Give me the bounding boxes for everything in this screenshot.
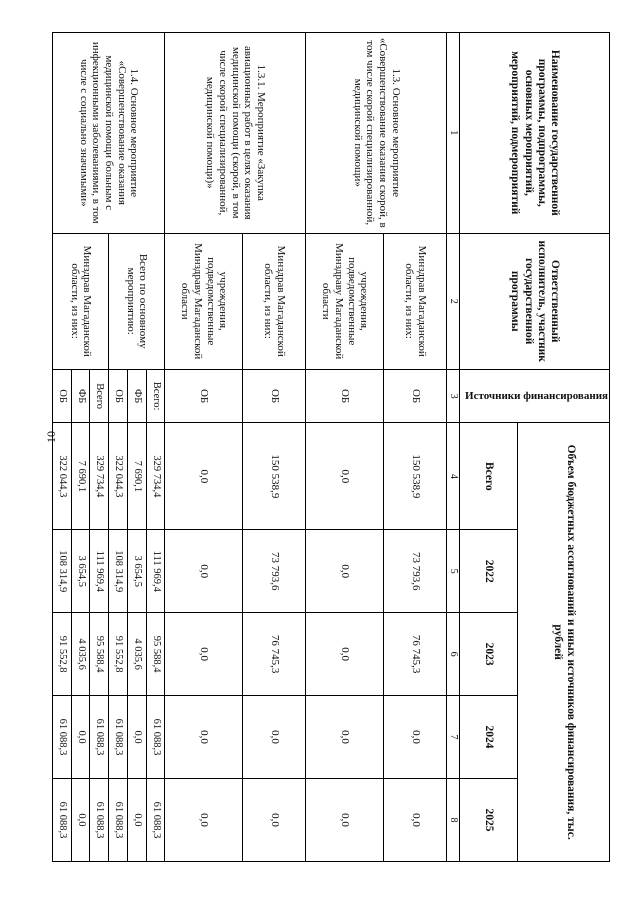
table-row — [384, 33, 447, 862]
value-2024: 61 088,3 — [53, 696, 72, 779]
value-2022: 108 314,9 — [109, 530, 128, 613]
row-executor: Минздрав Магаданской области, из них: — [53, 233, 109, 369]
value-2024: 0,0 — [384, 696, 447, 779]
value-2024: 0,0 — [165, 696, 243, 779]
row-executor: Минздрав Магаданской области, из них: — [243, 233, 306, 369]
value-total: 329 734,4 — [90, 423, 109, 530]
value-total: 7 690,1 — [71, 423, 90, 530]
value-2022: 108 314,9 — [53, 530, 72, 613]
value-2023: 4 035,6 — [71, 613, 90, 696]
value-2022: 0,0 — [306, 530, 384, 613]
row-source: Всего: — [146, 369, 165, 422]
row-name: 1.4. Основное мероприятие «Совершенствование оказания медицинской помощи больным с инфекционными заболеваниями, в том числе с социально значимыми» — [53, 33, 165, 234]
index-cell: 4 — [447, 423, 460, 530]
index-cell: 7 — [447, 696, 460, 779]
value-2024: 0,0 — [243, 696, 306, 779]
value-2025: 61 088,3 — [90, 778, 109, 861]
value-2023: 95 588,4 — [146, 613, 165, 696]
value-total: 150 538,9 — [384, 423, 447, 530]
header-year-2024: 2024 — [460, 696, 518, 779]
value-2023: 76 745,3 — [243, 613, 306, 696]
value-2023: 4 035,6 — [127, 613, 146, 696]
header-volume-group: Объем бюджетных ассигнований и иных источников финансирования, тыс. рублей — [518, 423, 610, 862]
row-source: ФБ — [71, 369, 90, 422]
value-2022: 111 969,4 — [90, 530, 109, 613]
value-2024: 0,0 — [71, 696, 90, 779]
header-name: Наименование государственной программы, подпрограммы, основных мероприятий, мероприятий, подмероприятий — [460, 33, 610, 234]
row-name: 1.3.1. Мероприятие «Закупка авиационных работ в целях оказания медицинской помощи (скорой, в том числе скорой специализированной, медицинской помощи)» — [165, 33, 306, 234]
value-2025: 0,0 — [127, 778, 146, 861]
row-source: ОБ — [165, 369, 243, 422]
index-row — [447, 33, 460, 862]
index-cell: 1 — [447, 33, 460, 234]
value-2023: 0,0 — [165, 613, 243, 696]
value-2023: 91 552,8 — [109, 613, 128, 696]
header-year-2022: 2022 — [460, 530, 518, 613]
value-2022: 73 793,6 — [243, 530, 306, 613]
row-executor: Минздрав Магаданской области, из них: — [384, 233, 447, 369]
value-total: 329 734,4 — [146, 423, 165, 530]
budget-table — [52, 32, 610, 862]
value-2024: 61 088,3 — [109, 696, 128, 779]
row-source: ОБ — [109, 369, 128, 422]
value-2023: 95 588,4 — [90, 613, 109, 696]
header-source-label: Источники финансирования — [465, 389, 608, 402]
value-2023: 0,0 — [306, 613, 384, 696]
value-2025: 0,0 — [71, 778, 90, 861]
table-row — [243, 33, 306, 862]
value-total: 0,0 — [306, 423, 384, 530]
row-executor: учреждения, подведомственные Минздраву Магаданской области — [165, 233, 243, 369]
value-total: 150 538,9 — [243, 423, 306, 530]
header-year-total: Всего — [460, 423, 518, 530]
value-2025: 61 088,3 — [146, 778, 165, 861]
row-executor: Всего по основному мероприятию: — [109, 233, 165, 369]
value-2024: 61 088,3 — [146, 696, 165, 779]
row-source: ОБ — [53, 369, 72, 422]
value-2024: 0,0 — [306, 696, 384, 779]
page-number: 10 — [44, 431, 58, 443]
header-source — [460, 369, 610, 422]
row-source: ФБ — [127, 369, 146, 422]
value-total: 322 044,3 — [109, 423, 128, 530]
value-2025: 0,0 — [306, 778, 384, 861]
value-2025: 0,0 — [384, 778, 447, 861]
value-total: 322 044,3 — [53, 423, 72, 530]
index-cell: 3 — [447, 369, 460, 422]
value-total: 7 690,1 — [127, 423, 146, 530]
value-total: 0,0 — [165, 423, 243, 530]
index-cell: 6 — [447, 613, 460, 696]
value-2022: 111 969,4 — [146, 530, 165, 613]
value-2024: 0,0 — [127, 696, 146, 779]
value-2023: 91 552,8 — [53, 613, 72, 696]
index-cell: 8 — [447, 778, 460, 861]
value-2025: 61 088,3 — [53, 778, 72, 861]
row-executor: учреждения, подведомственные Минздраву Магаданской области — [306, 233, 384, 369]
value-2022: 0,0 — [165, 530, 243, 613]
value-2022: 73 793,6 — [384, 530, 447, 613]
value-2025: 0,0 — [243, 778, 306, 861]
table-row — [146, 33, 165, 862]
value-2024: 61 088,3 — [90, 696, 109, 779]
row-name: 1.3. Основное мероприятие «Совершенствование оказания скорой, в том числе скорой специализированной, медицинской помощи» — [306, 33, 447, 234]
value-2022: 3 654,5 — [71, 530, 90, 613]
row-source: ОБ — [306, 369, 384, 422]
header-year-2023: 2023 — [460, 613, 518, 696]
value-2025: 0,0 — [165, 778, 243, 861]
row-source: ОБ — [243, 369, 306, 422]
value-2023: 76 745,3 — [384, 613, 447, 696]
header-year-2025: 2025 — [460, 778, 518, 861]
value-2025: 61 088,3 — [109, 778, 128, 861]
header-executor: Ответственный исполнитель, участник государственной программы — [460, 233, 610, 369]
budget-table-sheet — [52, 32, 610, 862]
index-cell: 5 — [447, 530, 460, 613]
value-2022: 3 654,5 — [127, 530, 146, 613]
row-source: Всего — [90, 369, 109, 422]
row-source: ОБ — [384, 369, 447, 422]
index-cell: 2 — [447, 233, 460, 369]
